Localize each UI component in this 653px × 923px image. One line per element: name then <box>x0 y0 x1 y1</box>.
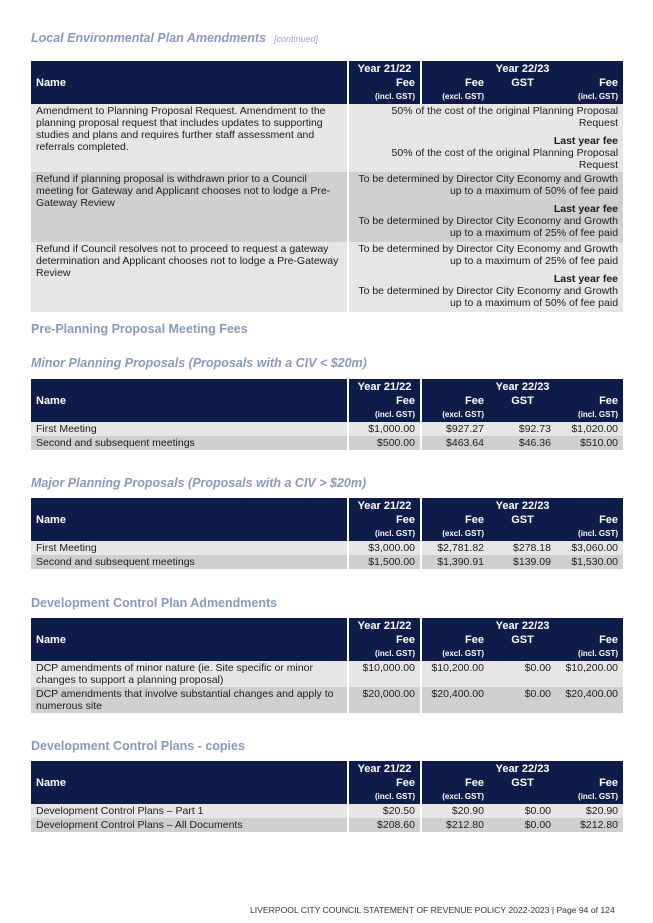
excl-gst-header: (excl. GST) <box>420 92 489 104</box>
gst-header: GST <box>489 777 556 792</box>
row-name: DCP amendments that involve substantial changes and apply to numerous site <box>31 687 347 713</box>
last-year-label: Last year fee <box>553 135 619 147</box>
row-name: Second and subsequent meetings <box>31 555 347 569</box>
page-footer: LIVERPOOL CITY COUNCIL STATEMENT OF REVENUE POLICY 2022-2023 | Page 94 of 124 <box>250 905 615 915</box>
row-name: Second and subsequent meetings <box>31 436 347 450</box>
row-fee-excl: $2,781.82 <box>420 541 489 555</box>
fee-header: Fee <box>347 514 420 529</box>
col-year-curr-header: Year 22/23 <box>420 61 623 77</box>
row-fee-prev: $1,000.00 <box>347 422 420 436</box>
row-fee-excl: $20.90 <box>420 804 489 818</box>
table-row <box>31 541 623 555</box>
row-fee-prev: $3,000.00 <box>347 541 420 555</box>
major-table <box>31 498 623 569</box>
col-name-header: Name <box>31 498 347 541</box>
row-fee-excl: $20,400.00 <box>420 687 489 713</box>
row-name: First Meeting <box>31 422 347 436</box>
col-year-prev-header: Year 21/22 <box>347 379 420 395</box>
row-gst: $92.73 <box>489 422 556 436</box>
excl-gst-header: (excl. GST) <box>420 649 489 661</box>
table-row <box>31 104 623 172</box>
row-fee-prev: $500.00 <box>347 436 420 450</box>
row-gst: $0.00 <box>489 818 556 832</box>
table-row <box>31 436 623 450</box>
table-row <box>31 242 623 312</box>
section-heading-pre-planning: Pre-Planning Proposal Meeting Fees <box>31 322 248 336</box>
section-heading-minor: Minor Planning Proposals (Proposals with a CIV < $20m) <box>31 356 367 370</box>
fee-header: Fee <box>556 514 623 529</box>
row-fee-prev: $20,000.00 <box>347 687 420 713</box>
excl-gst-header: (excl. GST) <box>420 529 489 541</box>
row-fee-incl: $1,020.00 <box>556 422 623 436</box>
section-heading-lep <box>31 31 318 45</box>
incl-gst-header: (incl. GST) <box>347 410 420 422</box>
gst-header-blank <box>489 92 556 104</box>
incl-gst-header: (incl. GST) <box>347 92 420 104</box>
gst-header: GST <box>489 395 556 410</box>
fee-header: Fee <box>556 634 623 649</box>
col-year-curr-header: Year 22/23 <box>420 761 623 777</box>
col-name-header: Name <box>31 618 347 661</box>
row-fee-incl: $20.90 <box>556 804 623 818</box>
row-gst: $139.09 <box>489 555 556 569</box>
dcp-amendments-table <box>31 618 623 713</box>
fee-header: Fee <box>347 77 420 92</box>
lep-table <box>31 61 623 312</box>
excl-gst-header: (excl. GST) <box>420 410 489 422</box>
col-year-prev-header: Year 21/22 <box>347 61 420 77</box>
row-fee-prev: $10,000.00 <box>347 661 420 687</box>
row-fee-prev: $1,500.00 <box>347 555 420 569</box>
row-fee-excl: $212.80 <box>420 818 489 832</box>
col-year-prev-header: Year 21/22 <box>347 618 420 634</box>
row-fee-excl: $1,390.91 <box>420 555 489 569</box>
col-name-header: Name <box>31 61 347 104</box>
col-year-prev-header: Year 21/22 <box>347 761 420 777</box>
gst-header: GST <box>489 634 556 649</box>
row-fee-incl: $3,060.00 <box>556 541 623 555</box>
last-year-text: To be determined by Director City Economy and Growth up to a maximum of 25% of fee paid <box>358 215 619 239</box>
incl-gst-header: (incl. GST) <box>347 792 420 804</box>
col-name-header: Name <box>31 761 347 804</box>
row-fee-incl: $510.00 <box>556 436 623 450</box>
row-fee-merged <box>347 172 623 242</box>
row-fee-text: To be determined by Director City Economy and Growth up to a maximum of 25% of fee paid <box>358 243 619 267</box>
incl-gst-header: (incl. GST) <box>347 649 420 661</box>
row-fee-prev: $208.60 <box>347 818 420 832</box>
row-gst: $0.00 <box>489 661 556 687</box>
table-row <box>31 172 623 242</box>
table-row <box>31 687 623 713</box>
row-fee-text: To be determined by Director City Economy and Growth up to a maximum of 50% of fee paid <box>358 173 619 197</box>
excl-gst-header: (excl. GST) <box>420 792 489 804</box>
last-year-text: To be determined by Director City Economy and Growth up to a maximum of 50% of fee paid <box>358 285 619 309</box>
row-fee-text: 50% of the cost of the original Planning Proposal Request <box>391 105 619 129</box>
fee-header: Fee <box>420 514 489 529</box>
row-name: Refund if planning proposal is withdrawn prior to a Council meeting for Gateway and Applicant chooses not to lodge a Pre-Gateway Review <box>31 172 347 242</box>
col-name-header: Name <box>31 379 347 422</box>
row-gst: $46.36 <box>489 436 556 450</box>
row-name: Development Control Plans – Part 1 <box>31 804 347 818</box>
gst-header: GST <box>489 514 556 529</box>
table-row <box>31 804 623 818</box>
fee-header: Fee <box>556 395 623 410</box>
row-fee-prev: $20.50 <box>347 804 420 818</box>
table-row <box>31 555 623 569</box>
row-fee-excl: $10,200.00 <box>420 661 489 687</box>
row-name: Amendment to Planning Proposal Request. Amendment to the planning proposal request that includes updates to supporting studies and plans and requires further staff assessment and referrals completed. <box>31 104 347 172</box>
col-year-curr-header: Year 22/23 <box>420 498 623 514</box>
table-row <box>31 661 623 687</box>
last-year-label: Last year fee <box>553 273 619 285</box>
row-fee-merged <box>347 242 623 312</box>
row-gst: $0.00 <box>489 804 556 818</box>
row-fee-excl: $463.64 <box>420 436 489 450</box>
row-fee-incl: $212.80 <box>556 818 623 832</box>
dcp-copies-table <box>31 761 623 832</box>
row-name: Refund if Council resolves not to proceed to request a gateway determination and Applicant chooses not to lodge a Pre-Gateway Review <box>31 242 347 312</box>
row-fee-incl: $10,200.00 <box>556 661 623 687</box>
incl-gst-header: (incl. GST) <box>556 792 623 804</box>
col-year-prev-header: Year 21/22 <box>347 498 420 514</box>
incl-gst-header: (incl. GST) <box>556 410 623 422</box>
last-year-label: Last year fee <box>553 203 619 215</box>
fee-header: Fee <box>556 77 623 92</box>
table-row <box>31 422 623 436</box>
section-heading-dcp-copies: Development Control Plans - copies <box>31 739 245 753</box>
incl-gst-header: (incl. GST) <box>556 649 623 661</box>
row-fee-merged <box>347 104 623 172</box>
fee-header: Fee <box>420 634 489 649</box>
row-gst: $278.18 <box>489 541 556 555</box>
fee-header: Fee <box>347 634 420 649</box>
section-heading-text: Local Environmental Plan Amendments <box>31 31 267 45</box>
incl-gst-header: (incl. GST) <box>556 92 623 104</box>
fee-header: Fee <box>420 77 489 92</box>
gst-header: GST <box>489 77 556 92</box>
col-year-curr-header: Year 22/23 <box>420 379 623 395</box>
fee-header: Fee <box>556 777 623 792</box>
col-year-curr-header: Year 22/23 <box>420 618 623 634</box>
gst-header-blank <box>489 649 556 661</box>
row-name: DCP amendments of minor nature (ie. Site specific or minor changes to support a planning proposal) <box>31 661 347 687</box>
row-fee-excl: $927.27 <box>420 422 489 436</box>
incl-gst-header: (incl. GST) <box>347 529 420 541</box>
gst-header-blank <box>489 410 556 422</box>
minor-table <box>31 379 623 450</box>
fee-header: Fee <box>420 777 489 792</box>
incl-gst-header: (incl. GST) <box>556 529 623 541</box>
fee-header: Fee <box>347 395 420 410</box>
fee-header: Fee <box>347 777 420 792</box>
gst-header-blank <box>489 529 556 541</box>
section-heading-dcp-amendments: Development Control Plan Admendments <box>31 596 278 610</box>
continued-label: [continued] <box>274 34 319 44</box>
row-fee-incl: $20,400.00 <box>556 687 623 713</box>
section-heading-major: Major Planning Proposals (Proposals with a CIV > $20m) <box>31 476 367 490</box>
fee-header: Fee <box>420 395 489 410</box>
row-name: Development Control Plans – All Documents <box>31 818 347 832</box>
gst-header-blank <box>489 792 556 804</box>
row-fee-incl: $1,530.00 <box>556 555 623 569</box>
last-year-text: 50% of the cost of the original Planning Proposal Request <box>391 147 619 171</box>
row-gst: $0.00 <box>489 687 556 713</box>
row-name: First Meeting <box>31 541 347 555</box>
table-row <box>31 818 623 832</box>
